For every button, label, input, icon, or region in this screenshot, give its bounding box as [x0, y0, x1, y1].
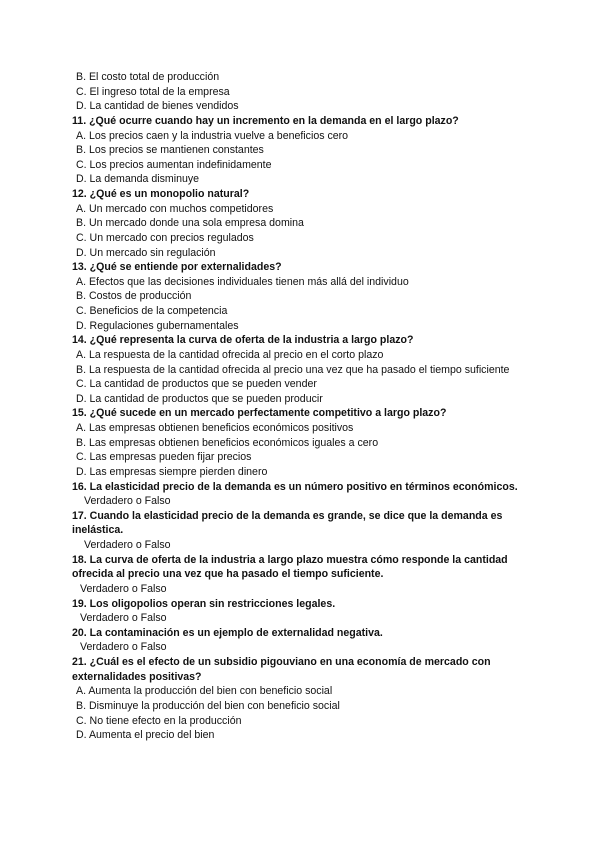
- option-item: D. Aumenta el precio del bien: [76, 729, 215, 742]
- option-item: D. La cantidad de bienes vendidos: [76, 100, 239, 113]
- question-text: 19. Los oligopolios operan sin restricciones legales.: [72, 597, 336, 610]
- option-item: D. Un mercado sin regulación: [76, 246, 216, 259]
- question-text: 14. ¿Qué representa la curva de oferta de la industria a largo plazo?: [72, 334, 414, 347]
- option-item: C. Los precios aumentan indefinidamente: [76, 158, 272, 171]
- option-item: B. Disminuye la producción del bien con beneficio social: [76, 699, 340, 712]
- option-item: D. La cantidad de productos que se pueden producir: [76, 392, 323, 405]
- question-text: 13. ¿Qué se entiende por externalidades?: [72, 261, 282, 274]
- question-text: 18. La curva de oferta de la industria a largo plazo muestra cómo responde la cantidad ofrecida al precio una vez que ha pasado el tiempo suficiente.: [72, 553, 508, 581]
- question-text: 12. ¿Qué es un monopolio natural?: [72, 188, 250, 200]
- option-item: A. Un mercado con muchos competidores: [76, 202, 274, 215]
- option-item: B. Los precios se mantienen constantes: [76, 144, 264, 157]
- option-item: B. El costo total de producción: [76, 71, 220, 83]
- option-item: A. Los precios caen y la industria vuelve a beneficios cero: [76, 129, 349, 142]
- option-item: B. Un mercado donde una sola empresa domina: [76, 217, 304, 230]
- question-text: 16. La elasticidad precio de la demanda es un número positivo en términos económicos.: [72, 480, 518, 493]
- true-false-answer: Verdadero o Falso: [80, 612, 167, 625]
- document-page: [72, 70, 534, 743]
- option-item: C. Beneficios de la competencia: [76, 305, 228, 317]
- option-item: B. Costos de producción: [76, 290, 192, 303]
- option-item: C. Un mercado con precios regulados: [76, 231, 254, 244]
- option-item: C. La cantidad de productos que se pueden vender: [76, 378, 317, 391]
- option-item: D. La demanda disminuye: [76, 173, 200, 186]
- option-item: B. Las empresas obtienen beneficios económicos iguales a cero: [76, 436, 379, 449]
- option-item: C. Las empresas pueden fijar precios: [76, 451, 252, 464]
- question-text: 20. La contaminación es un ejemplo de externalidad negativa.: [72, 626, 383, 639]
- option-item: A. Las empresas obtienen beneficios económicos positivos: [76, 422, 354, 434]
- option-item: A. Efectos que las decisiones individuales tienen más allá del individuo: [76, 275, 409, 288]
- option-item: B. La respuesta de la cantidad ofrecida al precio una vez que ha pasado el tiempo suficiente: [76, 363, 510, 376]
- true-false-answer: Verdadero o Falso: [84, 495, 171, 508]
- question-text: 21. ¿Cuál es el efecto de un subsidio pigouviano en una economía de mercado con externalidades positivas?: [72, 656, 491, 683]
- true-false-answer: Verdadero o Falso: [84, 539, 171, 551]
- question-text: 17. Cuando la elasticidad precio de la demanda es grande, se dice que la demanda es inelástica.: [72, 509, 503, 537]
- question-text: 11. ¿Qué ocurre cuando hay un incremento en la demanda en el largo plazo?: [72, 114, 459, 127]
- option-item: A. Aumenta la producción del bien con beneficio social: [76, 685, 333, 698]
- question-text: 15. ¿Qué sucede en un mercado perfectamente competitivo a largo plazo?: [72, 407, 447, 420]
- option-item: C. No tiene efecto en la producción: [76, 714, 242, 727]
- option-item: D. Regulaciones gubernamentales: [76, 319, 239, 332]
- true-false-answer: Verdadero o Falso: [80, 641, 167, 654]
- option-item: D. Las empresas siempre pierden dinero: [76, 465, 268, 478]
- true-false-answer: Verdadero o Falso: [80, 582, 167, 595]
- option-item: A. La respuesta de la cantidad ofrecida al precio en el corto plazo: [76, 348, 384, 361]
- option-item: C. El ingreso total de la empresa: [76, 85, 230, 98]
